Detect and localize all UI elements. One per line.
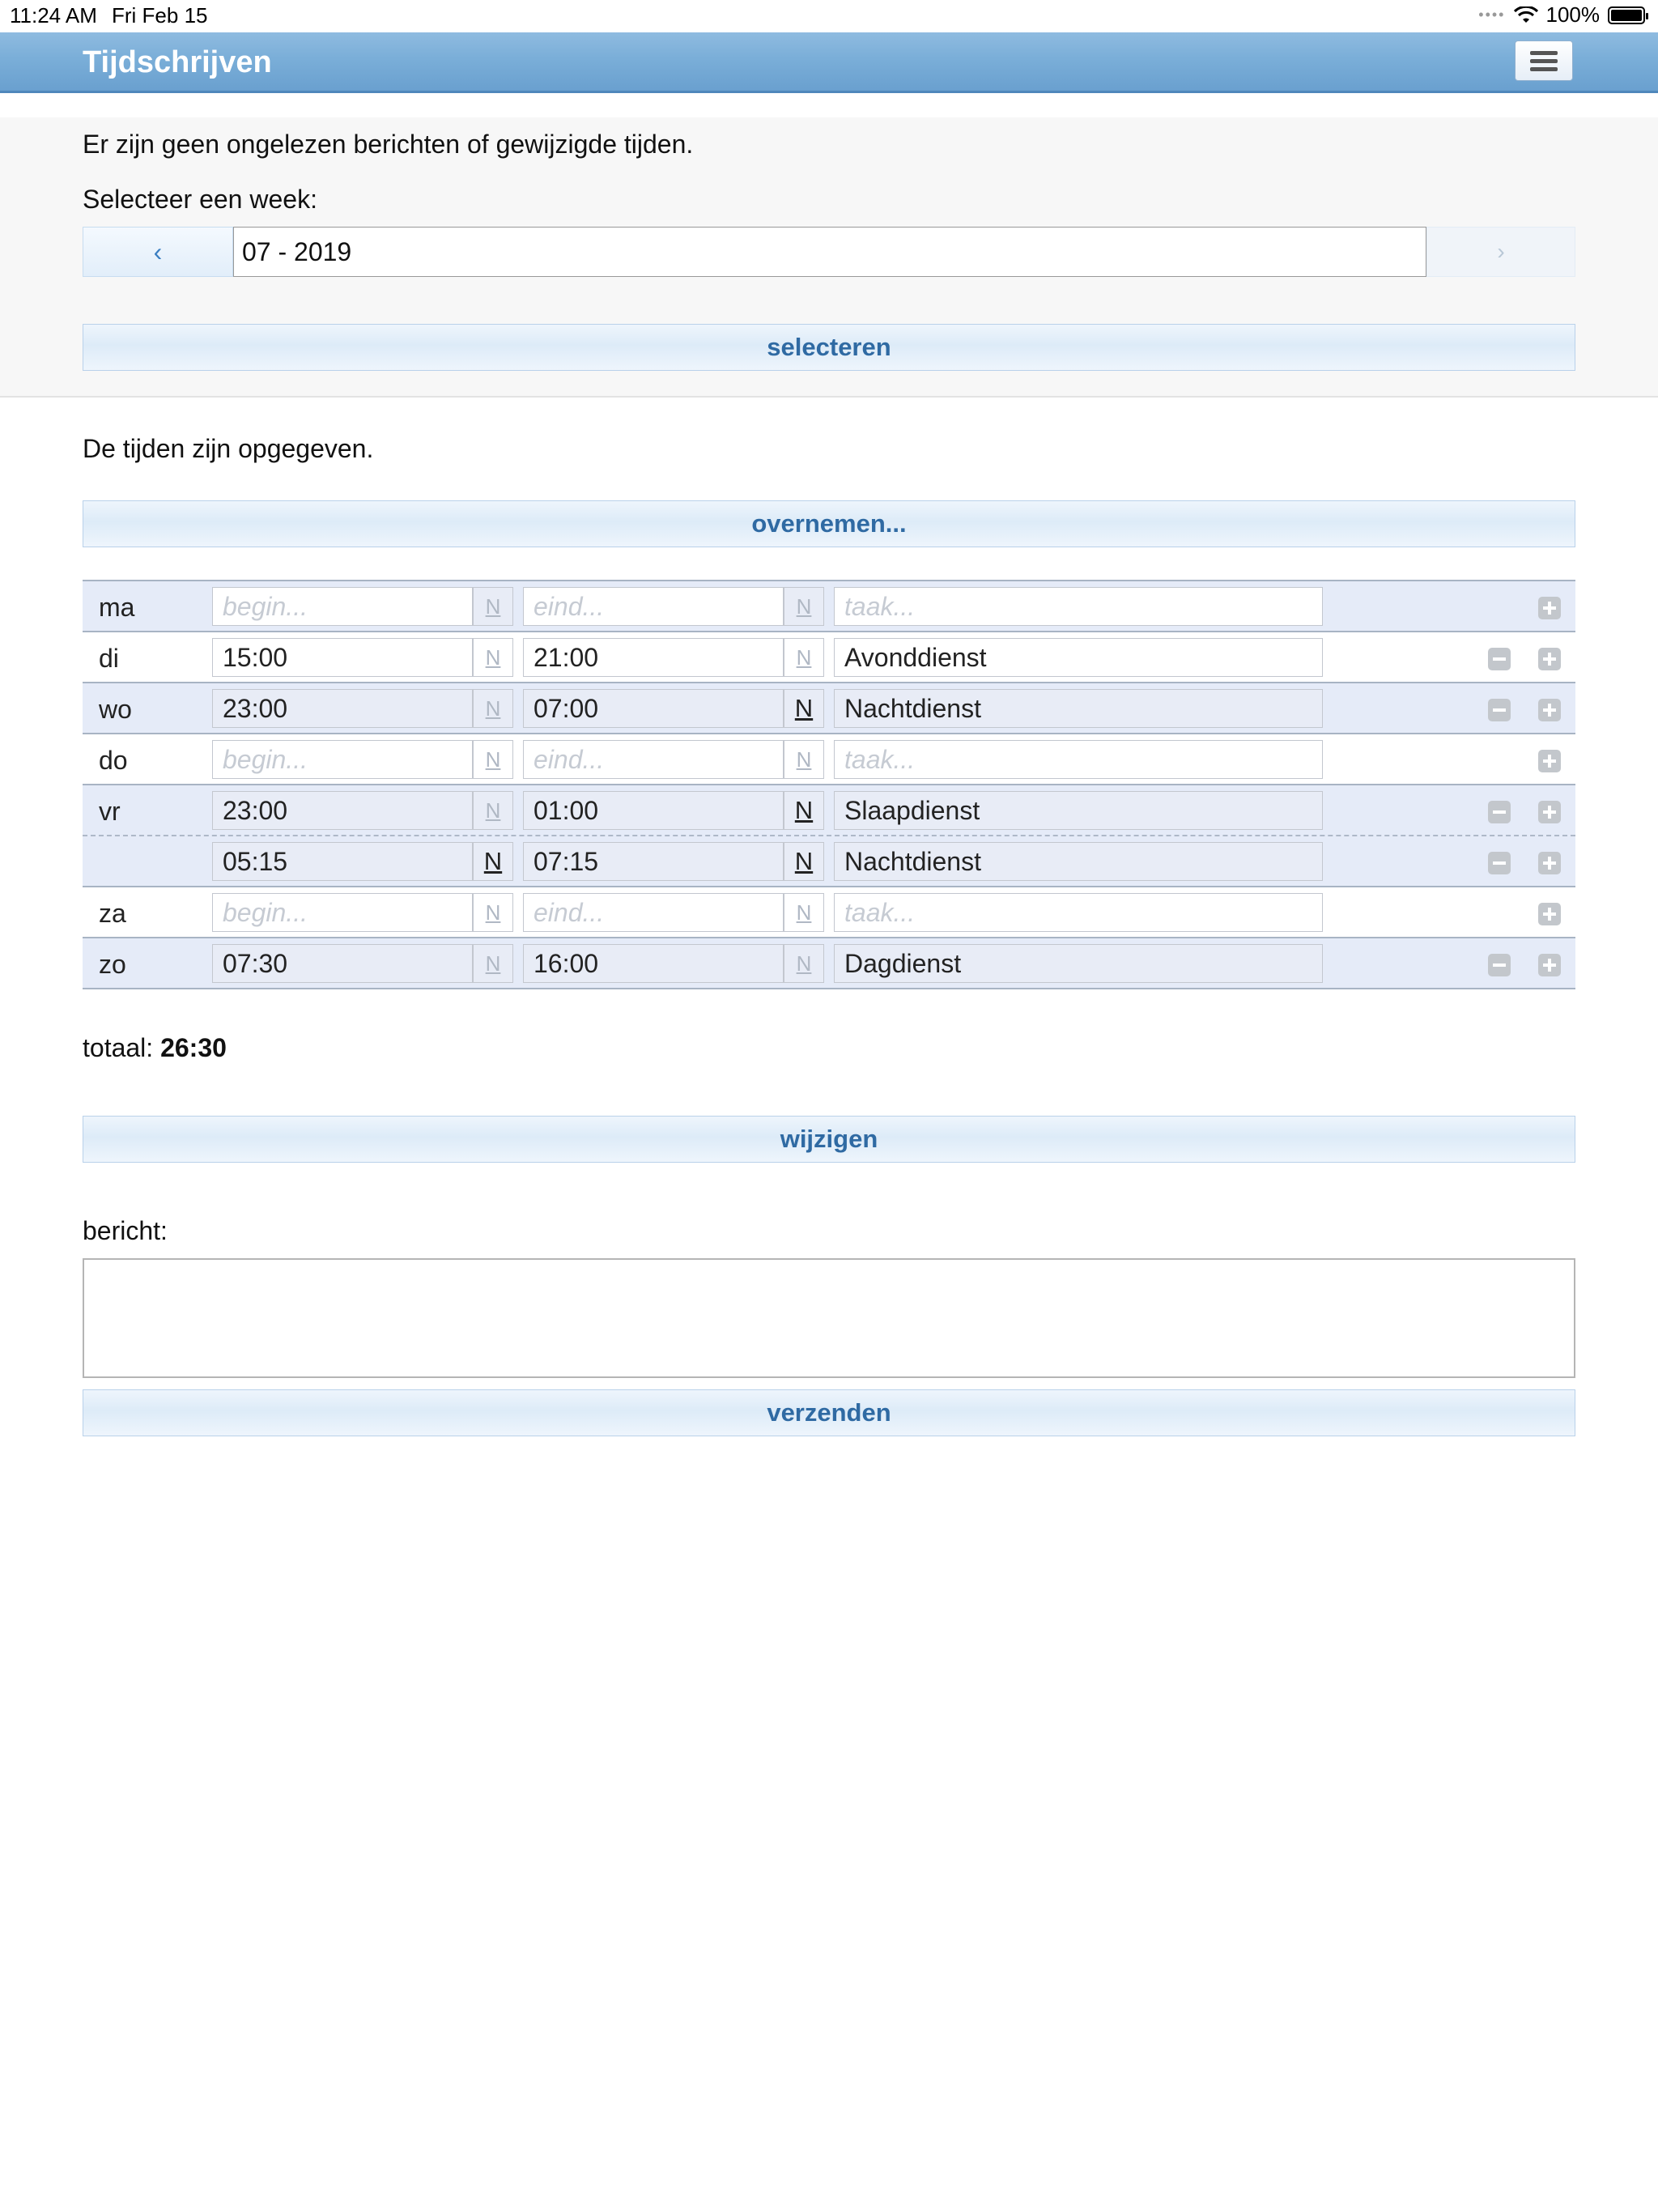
begin-night-toggle[interactable]: N [473, 893, 513, 932]
page-title: Tijdschrijven [83, 45, 272, 79]
begin-field[interactable]: 15:00 [212, 638, 473, 677]
end-night-toggle[interactable]: N [784, 689, 824, 728]
end-night-toggle[interactable]: N [784, 791, 824, 830]
table-row [83, 632, 1575, 683]
begin-night-toggle[interactable]: N [473, 689, 513, 728]
end-night-toggle[interactable]: N [784, 587, 824, 626]
begin-field[interactable]: begin... [212, 740, 473, 779]
task-field[interactable]: Slaapdienst [834, 791, 1323, 830]
send-button[interactable]: verzenden [83, 1389, 1575, 1436]
add-icon[interactable] [1538, 801, 1561, 823]
week-input[interactable]: 07 - 2019 [233, 227, 1426, 277]
begin-night-toggle[interactable]: N [473, 842, 513, 881]
status-bar [0, 0, 1658, 32]
hamburger-icon-line [1530, 67, 1558, 71]
remove-icon[interactable] [1488, 699, 1511, 721]
total-value: 26:30 [160, 1033, 227, 1062]
day-label: do [99, 746, 128, 775]
begin-field[interactable]: begin... [212, 587, 473, 626]
task-field[interactable]: Avonddienst [834, 638, 1323, 677]
table-row [83, 887, 1575, 938]
copy-button[interactable]: overnemen... [83, 500, 1575, 547]
select-week-button[interactable]: selecteren [83, 324, 1575, 371]
add-icon[interactable] [1538, 597, 1561, 619]
begin-field[interactable]: 07:30 [212, 944, 473, 983]
add-icon[interactable] [1538, 852, 1561, 874]
app-header [0, 32, 1658, 93]
add-icon[interactable] [1538, 903, 1561, 925]
table-row [83, 785, 1575, 836]
day-label: zo [99, 950, 126, 979]
table-row [83, 836, 1575, 887]
next-week-button[interactable] [1426, 227, 1575, 277]
task-field[interactable]: taak... [834, 740, 1323, 779]
time-table [83, 580, 1575, 989]
prev-week-button[interactable] [83, 227, 233, 277]
add-icon[interactable] [1538, 954, 1561, 976]
end-field[interactable]: 21:00 [523, 638, 784, 677]
add-icon[interactable] [1538, 750, 1561, 772]
change-button[interactable]: wijzigen [83, 1116, 1575, 1163]
task-field[interactable]: taak... [834, 587, 1323, 626]
begin-field[interactable]: 05:15 [212, 842, 473, 881]
begin-field[interactable]: 23:00 [212, 791, 473, 830]
end-field[interactable]: eind... [523, 587, 784, 626]
chevron-right-icon: › [1497, 239, 1505, 264]
hamburger-icon-line [1530, 59, 1558, 63]
total [83, 1033, 227, 1063]
begin-night-toggle[interactable]: N [473, 740, 513, 779]
chevron-left-icon: ‹ [153, 236, 163, 266]
table-row [83, 734, 1575, 785]
week-selector [83, 227, 1575, 277]
end-night-toggle[interactable]: N [784, 842, 824, 881]
begin-night-toggle[interactable]: N [473, 791, 513, 830]
day-label: wo [99, 695, 132, 724]
end-field[interactable]: 01:00 [523, 791, 784, 830]
add-icon[interactable] [1538, 648, 1561, 670]
battery-icon [1608, 6, 1645, 24]
hamburger-icon [1530, 51, 1558, 55]
remove-icon[interactable] [1488, 801, 1511, 823]
status-time: 11:24 AM [10, 3, 97, 28]
message-label: bericht: [83, 1216, 168, 1245]
remove-icon[interactable] [1488, 648, 1511, 670]
end-night-toggle[interactable]: N [784, 944, 824, 983]
remove-icon[interactable] [1488, 954, 1511, 976]
unread-message: Er zijn geen ongelezen berichten of gewijzigde tijden. [83, 130, 694, 159]
remove-icon[interactable] [1488, 852, 1511, 874]
message-textarea[interactable] [83, 1258, 1575, 1378]
task-field[interactable]: Nachtdienst [834, 689, 1323, 728]
end-field[interactable]: eind... [523, 740, 784, 779]
begin-field[interactable]: 23:00 [212, 689, 473, 728]
status-date: Fri Feb 15 [112, 3, 208, 28]
end-field[interactable]: 07:15 [523, 842, 784, 881]
day-label: vr [99, 797, 121, 826]
week-label: Selecteer een week: [83, 185, 317, 214]
table-row [83, 683, 1575, 734]
begin-field[interactable]: begin... [212, 893, 473, 932]
day-label: ma [99, 593, 135, 622]
submitted-status: De tijden zijn opgegeven. [83, 434, 374, 463]
end-night-toggle[interactable]: N [784, 893, 824, 932]
task-field[interactable]: Nachtdienst [834, 842, 1323, 881]
task-field[interactable]: taak... [834, 893, 1323, 932]
menu-button[interactable] [1515, 40, 1573, 81]
total-label: totaal: [83, 1033, 154, 1062]
table-row [83, 581, 1575, 632]
begin-night-toggle[interactable]: N [473, 638, 513, 677]
end-field[interactable]: 07:00 [523, 689, 784, 728]
status-right [1478, 2, 1645, 28]
begin-night-toggle[interactable]: N [473, 944, 513, 983]
day-label: za [99, 899, 126, 928]
wifi-icon [1514, 6, 1538, 24]
end-night-toggle[interactable]: N [784, 740, 824, 779]
end-field[interactable]: 16:00 [523, 944, 784, 983]
table-row [83, 938, 1575, 989]
end-night-toggle[interactable]: N [784, 638, 824, 677]
begin-night-toggle[interactable]: N [473, 587, 513, 626]
day-label: di [99, 644, 119, 673]
battery-percent: 100% [1545, 2, 1600, 27]
end-field[interactable]: eind... [523, 893, 784, 932]
task-field[interactable]: Dagdienst [834, 944, 1323, 983]
signal-icon: •••• [1478, 6, 1506, 23]
add-icon[interactable] [1538, 699, 1561, 721]
